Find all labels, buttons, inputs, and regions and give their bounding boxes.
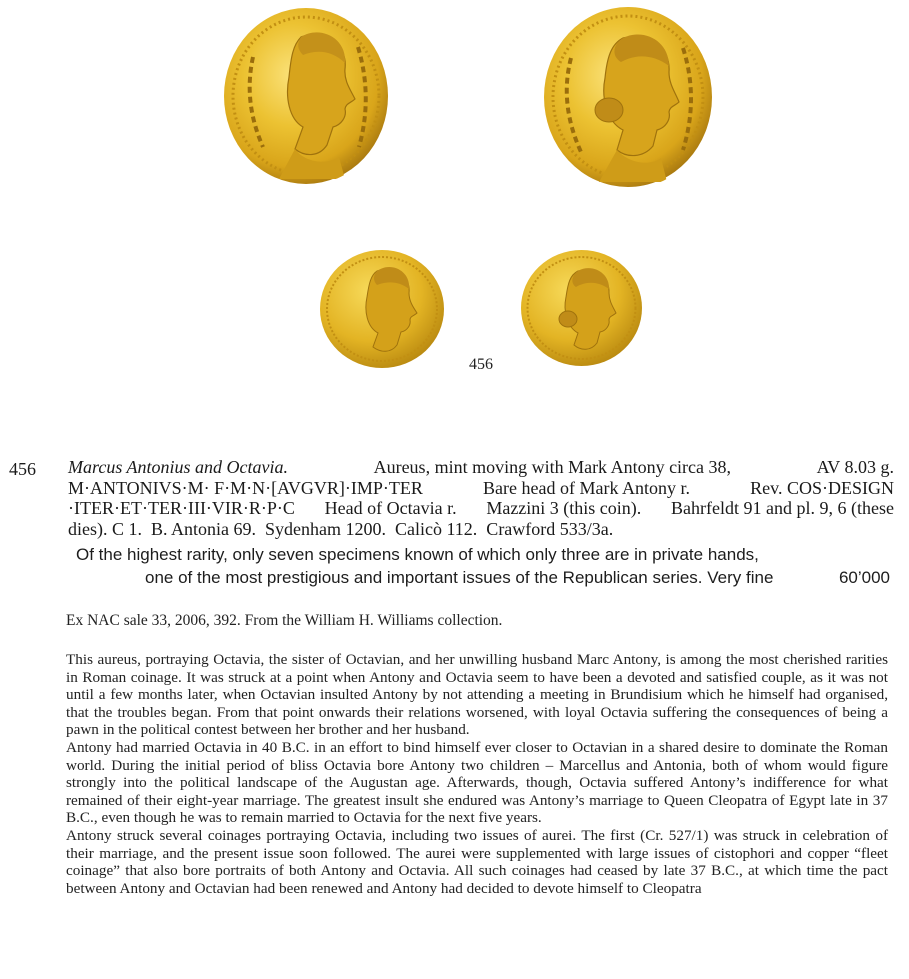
notes-paragraph-2: Antony had married Octavia in 40 B.C. in an effort to bind himself ever closer to Octavian in a shared desire to dominate the Roman world. During the initial period of bliss Octavia bore Antony two children – Marcellus and Antonia, both of whom would figure strongly into the political landscape of the Augustan age. Afterwards, though, Octavia suffered Antony’s indifference for what remained of their eight-year marriage. The greatest insult she endured was Antony’s marriage to Queen Cleopatra of Egypt late in 37 B.C., even though he was to remain married to Octavia for the next five years. xyxy=(66,738,888,827)
mark-antony-portrait-small-image xyxy=(319,249,445,369)
rarity-line-1: Of the highest rarity, only seven specimens known of which only three are in private hands, xyxy=(76,545,759,564)
catalogue-entry xyxy=(68,457,894,539)
entry-line-1 xyxy=(68,457,894,478)
rarity-line-2-text: one of the most prestigious and important issues of the Republican series. Very fine xyxy=(145,568,774,587)
entry-title: Marcus Antonius and Octavia. xyxy=(68,457,288,477)
entry-denomination: Aureus, mint moving with Mark Antony circa 38, xyxy=(373,457,732,477)
estimate-price: 60’000 xyxy=(838,568,890,587)
small-obverse-coin xyxy=(319,249,445,369)
octavia-portrait-image xyxy=(543,6,713,189)
reference-bahrfeldt: Bahrfeldt 91 and pl. 9, 6 (these xyxy=(671,498,894,518)
reference-mazzini: Mazzini 3 (this coin). xyxy=(486,498,642,518)
entry-weight: AV 8.03 g. xyxy=(816,457,894,477)
small-reverse-coin xyxy=(520,249,643,367)
rarity-line-2 xyxy=(76,566,894,589)
reverse-legend-end: ·ITER·ET·TER·III·VIR·R·P·C xyxy=(68,498,295,518)
mark-antony-portrait-image xyxy=(223,7,389,185)
large-reverse-coin xyxy=(543,6,713,189)
historical-notes xyxy=(66,651,888,897)
rarity-statement xyxy=(76,543,894,589)
lot-number: 456 xyxy=(9,459,36,479)
octavia-portrait-small-image xyxy=(520,249,643,367)
notes-paragraph-1: This aureus, portraying Octavia, the sister of Octavian, and her unwilling husband Marc Antony, is among the most cherished rarities in Roman coinage. It was struck at a point when Antony and Octavia seem to have been a devoted and satisfied couple, as it was not until a few months later, when Octavian insulted Antony by not attending a meeting in Brundisium which he himself had organised, that the troubles began. From that point onwards their relations worsened, with loyal Octavia suffering the consequences of being a pawn in the political contest between her brother and her husband. xyxy=(66,651,888,739)
references: dies). C 1. B. Antonia 69. Sydenham 1200. Calicò 112. Crawford 533/3a. xyxy=(68,518,614,539)
large-obverse-coin xyxy=(223,7,389,185)
provenance: Ex NAC sale 33, 2006, 392. From the William H. Williams collection. xyxy=(66,612,503,629)
entry-line-4 xyxy=(68,519,894,540)
entry-line-3 xyxy=(68,498,894,519)
notes-paragraph-3: Antony struck several coinages portraying Octavia, including two issues of aurei. The first (Cr. 527/1) was struck in celebration of their marriage, and the present issue soon followed. The aurei were supplemented with large issues of cistophori and copper “fleet coinage” that also bore portraits of both Antony and Octavia. All such coinages had ceased by late 37 B.C., at which time the pact between Antony and Octavian had been renewed and Antony had decided to devote himself to Cleopatra xyxy=(66,826,888,897)
obverse-description: Bare head of Mark Antony r. xyxy=(483,477,690,498)
obverse-legend: M·ANTONIVS·M· F·M·N·[AVGVR]·IMP·TER xyxy=(68,477,423,498)
entry-line-2 xyxy=(68,478,894,499)
reverse-legend-start: Rev. COS·DESIGN xyxy=(750,477,894,498)
photo-lot-number: 456 xyxy=(469,356,493,373)
reverse-description: Head of Octavia r. xyxy=(324,498,457,518)
